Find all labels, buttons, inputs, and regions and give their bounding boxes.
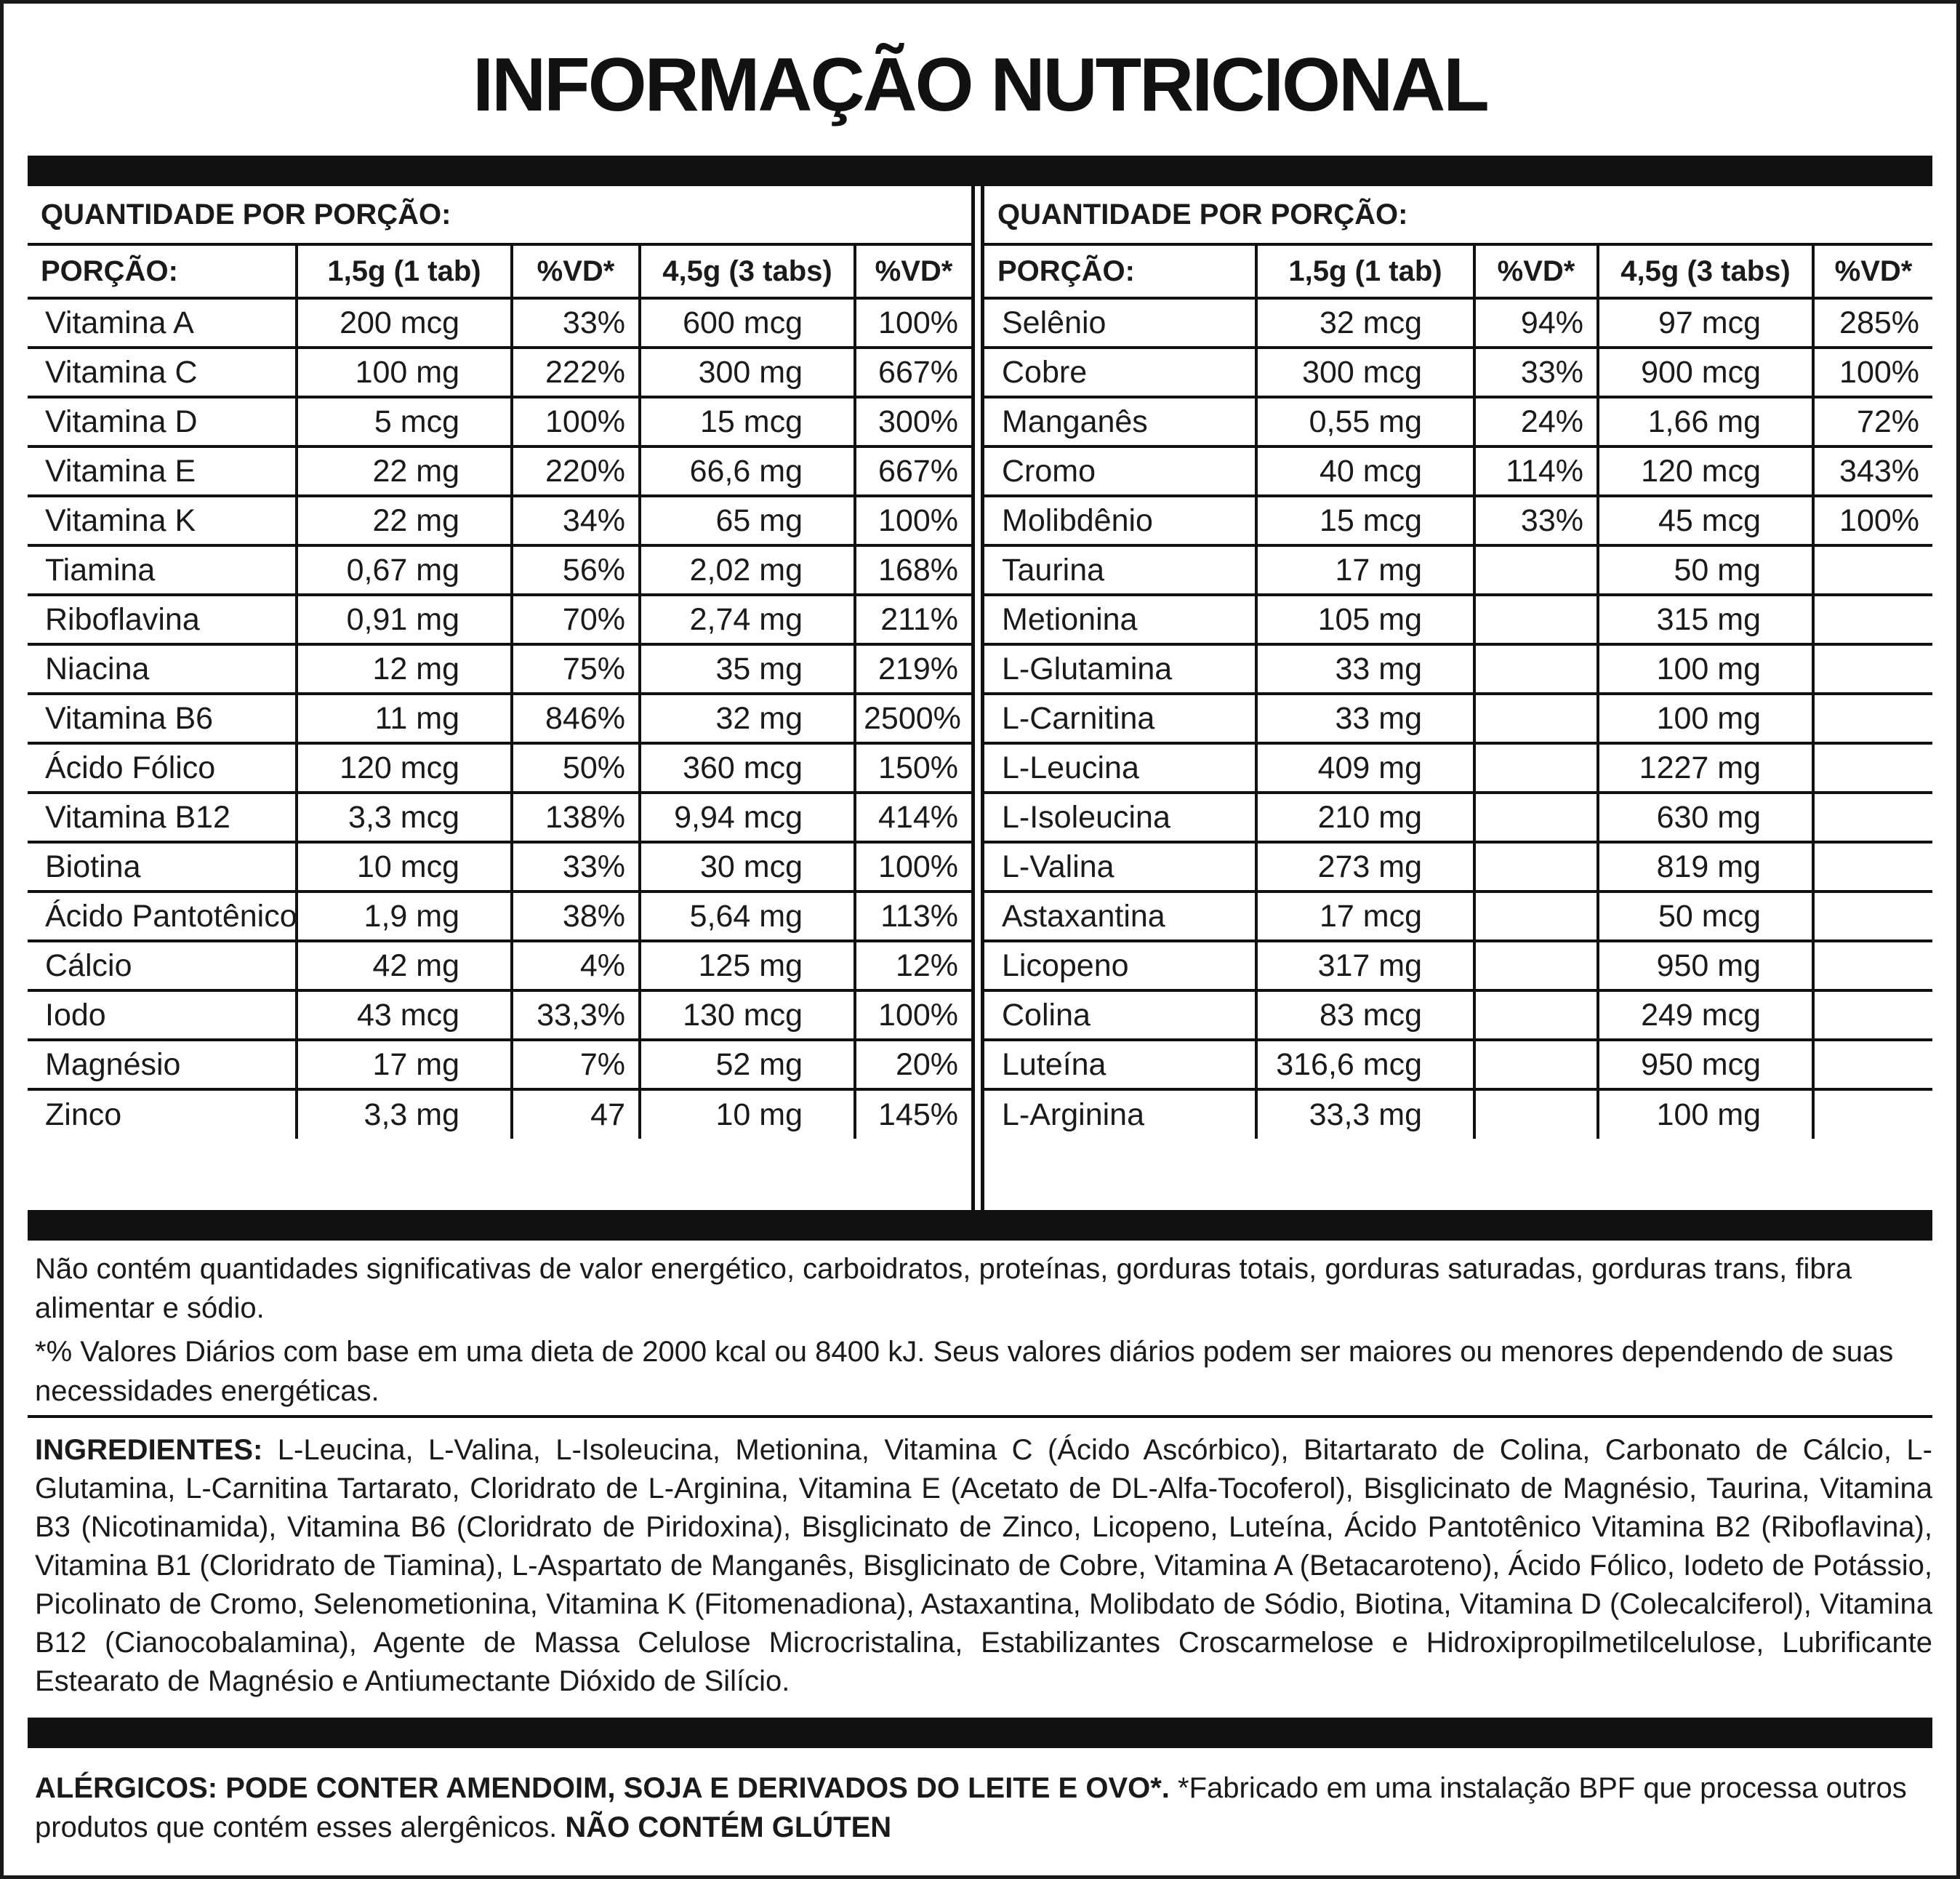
table-row	[28, 694, 971, 743]
nutrient-name: Licopeno	[984, 941, 1256, 990]
quantity-row	[984, 186, 1932, 244]
nutrient-name: Colina	[984, 990, 1256, 1040]
nutrient-name: Riboflavina	[28, 595, 297, 644]
nutrient-value: 145%	[878, 1097, 959, 1132]
nutrient-value: 83 mcg	[1256, 990, 1474, 1040]
nutrient-value: 316,6 mcg	[1256, 1040, 1474, 1089]
nutrient-value	[1813, 941, 1932, 990]
allergens-warning: PODE CONTER AMENDOIM, SOJA E DERIVADOS DO LEITE E OVO*.	[217, 1772, 1170, 1804]
nutrient-value	[1813, 842, 1932, 892]
nutrient-name: Astaxantina	[984, 892, 1256, 941]
nutrient-value: 33%	[512, 842, 640, 892]
nutrient-value: 0,55 mg	[1256, 397, 1474, 446]
nutrient-value: 150%	[855, 743, 971, 793]
nutrient-value: 300%	[855, 397, 971, 446]
nutrient-name: Luteína	[984, 1040, 1256, 1089]
nutrient-value: 38%	[512, 892, 640, 941]
nutrient-name: Vitamina C	[28, 348, 297, 397]
table-row	[984, 793, 1932, 842]
nutrient-value: 3,3 mg	[297, 1089, 512, 1139]
nutrient-value: 50 mcg	[1598, 892, 1813, 941]
nutrient-value	[1813, 892, 1932, 941]
nutrient-name: Taurina	[984, 545, 1256, 595]
allergens-facility-note: *Fabricado em uma instalação BPF que processa outros produtos que contém esses alergênicos.	[35, 1772, 1907, 1843]
nutrient-value: 315 mg	[1598, 595, 1813, 644]
nutrient-value: 1,66 mg	[1598, 397, 1813, 446]
nutrient-value	[1813, 595, 1932, 644]
nutrient-value: 300 mg	[640, 348, 855, 397]
nutrient-value: 5,64 mg	[640, 892, 855, 941]
nutrient-value	[1813, 1089, 1932, 1139]
nutrient-value: 40 mcg	[1256, 446, 1474, 496]
table-row	[984, 941, 1932, 990]
nutrient-value: 667%	[855, 446, 971, 496]
nutrient-value: 846%	[512, 694, 640, 743]
nutrient-value: 70%	[512, 595, 640, 644]
nutrient-value: 219%	[855, 644, 971, 694]
nutrient-value	[1474, 743, 1598, 793]
nutrient-value: 285%	[1813, 298, 1932, 348]
nutrient-value	[1474, 941, 1598, 990]
nutrient-name: Vitamina D	[28, 397, 297, 446]
nutrient-value	[1474, 892, 1598, 941]
table-row	[28, 743, 971, 793]
table-row	[28, 793, 971, 842]
nutrient-value: 130 mcg	[640, 990, 855, 1040]
nutrient-name: Iodo	[28, 990, 297, 1040]
nutrient-value: 3,3 mcg	[297, 793, 512, 842]
nutrient-value: 22 mg	[297, 446, 512, 496]
nutrient-value: 950 mg	[1598, 941, 1813, 990]
nutrient-value: 220%	[512, 446, 640, 496]
nutrient-value	[1474, 644, 1598, 694]
nutrient-value: 17 mg	[1256, 545, 1474, 595]
nutrient-name: L-Glutamina	[984, 644, 1256, 694]
table-row	[984, 397, 1932, 446]
table-row	[28, 348, 971, 397]
nutrient-value: 138%	[512, 793, 640, 842]
nutrient-name: Vitamina B12	[28, 793, 297, 842]
nutrient-value: 97 mcg	[1598, 298, 1813, 348]
column-header: 1,5g (1 tab)	[1256, 244, 1474, 298]
nutrient-value: 43 mcg	[297, 990, 512, 1040]
column-header: PORÇÃO:	[28, 244, 297, 298]
nutrient-value	[1813, 545, 1932, 595]
nutrient-value: 75%	[512, 644, 640, 694]
table-row	[28, 990, 971, 1040]
nutrient-value: 50%	[512, 743, 640, 793]
header-row	[28, 244, 971, 298]
nutrient-value	[1474, 1040, 1598, 1089]
nutrient-name: L-Leucina	[984, 743, 1256, 793]
nutrition-notes	[35, 1249, 1932, 1415]
nutrient-value: 200 mcg	[297, 298, 512, 348]
nutrient-value: 10 mg	[640, 1089, 855, 1139]
nutrient-value: 34%	[512, 496, 640, 545]
nutrient-value	[1813, 1040, 1932, 1089]
nutrient-value: 17 mcg	[1256, 892, 1474, 941]
table-row	[984, 496, 1932, 545]
nutrition-table-left	[28, 186, 971, 1139]
table-row	[28, 842, 971, 892]
nutrient-value: 819 mg	[1598, 842, 1813, 892]
column-header: PORÇÃO:	[984, 244, 1256, 298]
table-row	[984, 694, 1932, 743]
nutrient-value: 273 mg	[1256, 842, 1474, 892]
nutrient-value: 32 mcg	[1256, 298, 1474, 348]
quantity-label: QUANTIDADE POR PORÇÃO:	[984, 186, 1932, 244]
nutrition-table-right	[984, 186, 1932, 1139]
nutrient-value: 33 mg	[1256, 644, 1474, 694]
nutrient-value: 100%	[1813, 348, 1932, 397]
table-row	[984, 446, 1932, 496]
bottom-divider-bar	[28, 1718, 1932, 1748]
nutrient-value: 12 mg	[297, 644, 512, 694]
top-divider-bar	[28, 156, 1932, 186]
nutrient-value: 33 mg	[1256, 694, 1474, 743]
table-row	[28, 446, 971, 496]
column-header: %VD*	[855, 244, 971, 298]
nutrient-value	[1813, 793, 1932, 842]
nutrient-value: 24%	[1474, 397, 1598, 446]
nutrient-value: 10 mcg	[297, 842, 512, 892]
nutrient-value: 32 mg	[640, 694, 855, 743]
nutrient-value: 47	[512, 1089, 640, 1139]
nutrient-value: 50 mg	[1598, 545, 1813, 595]
nutrient-name: Vitamina B6	[28, 694, 297, 743]
table-row	[28, 298, 971, 348]
nutrient-value: 168%	[855, 545, 971, 595]
nutrient-value: 120 mcg	[1598, 446, 1813, 496]
nutrient-value: 950 mcg	[1598, 1040, 1813, 1089]
nutrient-value: 100%	[855, 298, 971, 348]
nutrient-value: 343%	[1813, 446, 1932, 496]
nutrient-value: 11 mg	[297, 694, 512, 743]
nutrient-name: L-Carnitina	[984, 694, 1256, 743]
nutrient-value: 409 mg	[1256, 743, 1474, 793]
page-title: INFORMAÇÃO NUTRICIONAL	[473, 43, 1487, 127]
table-row	[28, 892, 971, 941]
nutrient-value: 1,9 mg	[297, 892, 512, 941]
nutrient-value	[1813, 644, 1932, 694]
nutrient-value: 300 mcg	[1256, 348, 1474, 397]
table-row	[28, 644, 971, 694]
nutrient-value: 33%	[512, 298, 640, 348]
table-row	[984, 1040, 1932, 1089]
table-row	[984, 595, 1932, 644]
nutrient-value: 114%	[1474, 446, 1598, 496]
nutrient-value: 45 mcg	[1598, 496, 1813, 545]
nutrient-value	[1813, 743, 1932, 793]
nutrient-value	[1474, 1089, 1598, 1139]
table-row	[28, 1089, 971, 1139]
column-header: %VD*	[512, 244, 640, 298]
nutrient-value: 65 mg	[640, 496, 855, 545]
nutrient-value	[1474, 545, 1598, 595]
nutrient-value: 105 mg	[1256, 595, 1474, 644]
nutrient-name: Cromo	[984, 446, 1256, 496]
nutrient-value: 100%	[855, 990, 971, 1040]
notes-divider	[28, 1415, 1932, 1418]
table-row	[984, 644, 1932, 694]
nutrient-name: Vitamina K	[28, 496, 297, 545]
nutrient-value: 600 mcg	[640, 298, 855, 348]
nutrient-value: 100 mg	[297, 348, 512, 397]
nutrient-value: 52 mg	[640, 1040, 855, 1089]
nutrient-value: 210 mg	[1256, 793, 1474, 842]
column-header: %VD*	[1474, 244, 1598, 298]
nutrient-value: 35 mg	[640, 644, 855, 694]
nutrient-value	[1474, 595, 1598, 644]
header-row	[984, 244, 1932, 298]
table-row	[28, 496, 971, 545]
nutrient-name: Vitamina E	[28, 446, 297, 496]
nutrient-value: 30 mcg	[640, 842, 855, 892]
allergens-label: ALÉRGICOS:	[35, 1772, 218, 1804]
nutrient-value: 211%	[855, 595, 971, 644]
nutrient-name: Molibdênio	[984, 496, 1256, 545]
table-row	[984, 1089, 1932, 1139]
nutrient-value: 630 mg	[1598, 793, 1813, 842]
nutrient-name: Biotina	[28, 842, 297, 892]
ingredients-label: INGREDIENTES:	[35, 1434, 263, 1466]
nutrient-value: 2500%	[855, 694, 971, 743]
nutrient-name: Manganês	[984, 397, 1256, 446]
ingredients-section	[35, 1431, 1932, 1701]
nutrient-value: 100 mg	[1598, 694, 1813, 743]
nutrient-value: 33,3 mg	[1256, 1089, 1474, 1139]
nutrient-value: 2,74 mg	[640, 595, 855, 644]
nutrient-name: Cálcio	[28, 941, 297, 990]
nutrient-value: 5 mcg	[297, 397, 512, 446]
table-row	[28, 545, 971, 595]
table-row	[28, 397, 971, 446]
table-row	[984, 842, 1932, 892]
nutrient-value: 4%	[512, 941, 640, 990]
nutrient-name: Selênio	[984, 298, 1256, 348]
nutrient-name: Niacina	[28, 644, 297, 694]
nutrient-value: 1227 mg	[1598, 743, 1813, 793]
table-row	[984, 545, 1932, 595]
nutrient-value: 100%	[1813, 496, 1932, 545]
nutrient-value: 17 mg	[297, 1040, 512, 1089]
table-row	[984, 892, 1932, 941]
nutrient-value: 20%	[855, 1040, 971, 1089]
nutrient-value: 12%	[855, 941, 971, 990]
nutrient-name: Zinco	[28, 1089, 297, 1139]
nutrient-name: Tiamina	[28, 545, 297, 595]
nutrient-value: 33,3%	[512, 990, 640, 1040]
nutrient-value: 42 mg	[297, 941, 512, 990]
nutrient-value: 0,67 mg	[297, 545, 512, 595]
nutrient-value: 100 mg	[1598, 644, 1813, 694]
nutrient-value: 667%	[855, 348, 971, 397]
nutrient-value	[1474, 842, 1598, 892]
nutrient-value: 94%	[1474, 298, 1598, 348]
nutrient-value: 56%	[512, 545, 640, 595]
nutrient-name: L-Isoleucina	[984, 793, 1256, 842]
nutrient-value: 317 mg	[1256, 941, 1474, 990]
column-header: 4,5g (3 tabs)	[640, 244, 855, 298]
nutrient-value	[1474, 793, 1598, 842]
nutrient-value: 414%	[855, 793, 971, 842]
nutrient-value: 120 mcg	[297, 743, 512, 793]
nutrient-value	[1474, 694, 1598, 743]
notes-daily-values: *% Valores Diários com base em uma dieta de 2000 kcal ou 8400 kJ. Seus valores diários podem ser maiores ou menores dependendo de suas necessidades energéticas.	[35, 1336, 1894, 1407]
nutrient-value: 222%	[512, 348, 640, 397]
nutrient-value: 0,91 mg	[297, 595, 512, 644]
column-separator	[971, 186, 984, 1211]
nutrient-value: 33%	[1474, 348, 1598, 397]
table-row	[28, 1040, 971, 1089]
column-header: 1,5g (1 tab)	[297, 244, 512, 298]
nutrient-value: 22 mg	[297, 496, 512, 545]
nutrient-value: 66,6 mg	[640, 446, 855, 496]
nutrient-value: 113%	[855, 892, 971, 941]
nutrient-name: Cobre	[984, 348, 1256, 397]
nutrient-value: 7%	[512, 1040, 640, 1089]
nutrient-value: 33%	[1474, 496, 1598, 545]
gluten-free-notice: NÃO CONTÉM GLÚTEN	[565, 1811, 892, 1843]
nutrient-value: 15 mcg	[640, 397, 855, 446]
quantity-row	[28, 186, 971, 244]
nutrient-value	[1813, 694, 1932, 743]
nutrient-value: 100%	[512, 397, 640, 446]
middle-divider-bar	[28, 1210, 1932, 1241]
nutrient-value: 900 mcg	[1598, 348, 1813, 397]
ingredients-text: L-Leucina, L-Valina, L-Isoleucina, Metionina, Vitamina C (Ácido Ascórbico), Bitartarato de Colina, Carbonato de Cálcio, L-Glutamina, L-Carnitina Tartarato, Cloridrato de L-Arginina, Vitamina E (Acetato de DL-Alfa-Tocoferol), Bisglicinato de Magnésio, Taurina, Vitamina B3 (Nicotinamida), Vitamina B6 (Cloridrato de Piridoxina), Bisglicinato de Zinco, Licopeno, Luteína, Ácido Pantotênico Vitamina B2 (Riboflavina), Vitamina B1 (Cloridrato de Tiamina), L-Aspartato de Manganês, Bisglicinato de Cobre, Vitamina A (Betacaroteno), Ácido Fólico, Iodeto de Potássio, Picolinato de Cromo, Selenometionina, Vitamina K (Fitomenadiona), Astaxantina, Molibdato de Sódio, Biotina, Vitamina D (Colecalciferol), Vitamina B12 (Cianocobalamina), Agente de Massa Celulose Microcristalina, Estabilizantes Croscarmelose e Hidroxipropilmetilcelulose, Lubrificante Estearato de Magnésio e Antiumectante Dióxido de Silício.	[35, 1434, 1932, 1697]
notes-not-significant: Não contém quantidades significativas de valor energético, carboidratos, proteínas, gorduras totais, gorduras saturadas, gorduras trans, fibra alimentar e sódio.	[35, 1253, 1852, 1324]
table-row	[984, 348, 1932, 397]
nutrient-value	[1813, 990, 1932, 1040]
table-row	[984, 298, 1932, 348]
column-header: %VD*	[1813, 244, 1932, 298]
nutrient-name: Metionina	[984, 595, 1256, 644]
nutrient-value: 15 mcg	[1256, 496, 1474, 545]
nutrient-value: 72%	[1813, 397, 1932, 446]
nutrient-value: 100 mg	[1598, 1089, 1813, 1139]
nutrient-name: L-Valina	[984, 842, 1256, 892]
allergens-section	[35, 1768, 1932, 1847]
table-row	[28, 595, 971, 644]
nutrient-value: 9,94 mcg	[640, 793, 855, 842]
nutrient-value: 125 mg	[640, 941, 855, 990]
nutrient-name: Magnésio	[28, 1040, 297, 1089]
nutrient-value	[1474, 990, 1598, 1040]
nutrient-value: 249 mcg	[1598, 990, 1813, 1040]
nutrient-value: 360 mcg	[640, 743, 855, 793]
table-row	[984, 990, 1932, 1040]
quantity-label: QUANTIDADE POR PORÇÃO:	[28, 186, 971, 244]
table-row	[984, 743, 1932, 793]
nutrient-name: Ácido Fólico	[28, 743, 297, 793]
nutrient-value: 100%	[855, 496, 971, 545]
table-row	[28, 941, 971, 990]
column-header: 4,5g (3 tabs)	[1598, 244, 1813, 298]
nutrient-name: Ácido Pantotênico	[28, 892, 297, 941]
nutrient-name: L-Arginina	[984, 1089, 1256, 1139]
nutrient-value: 2,02 mg	[640, 545, 855, 595]
nutrient-name: Vitamina A	[28, 298, 297, 348]
nutrient-value: 100%	[855, 842, 971, 892]
